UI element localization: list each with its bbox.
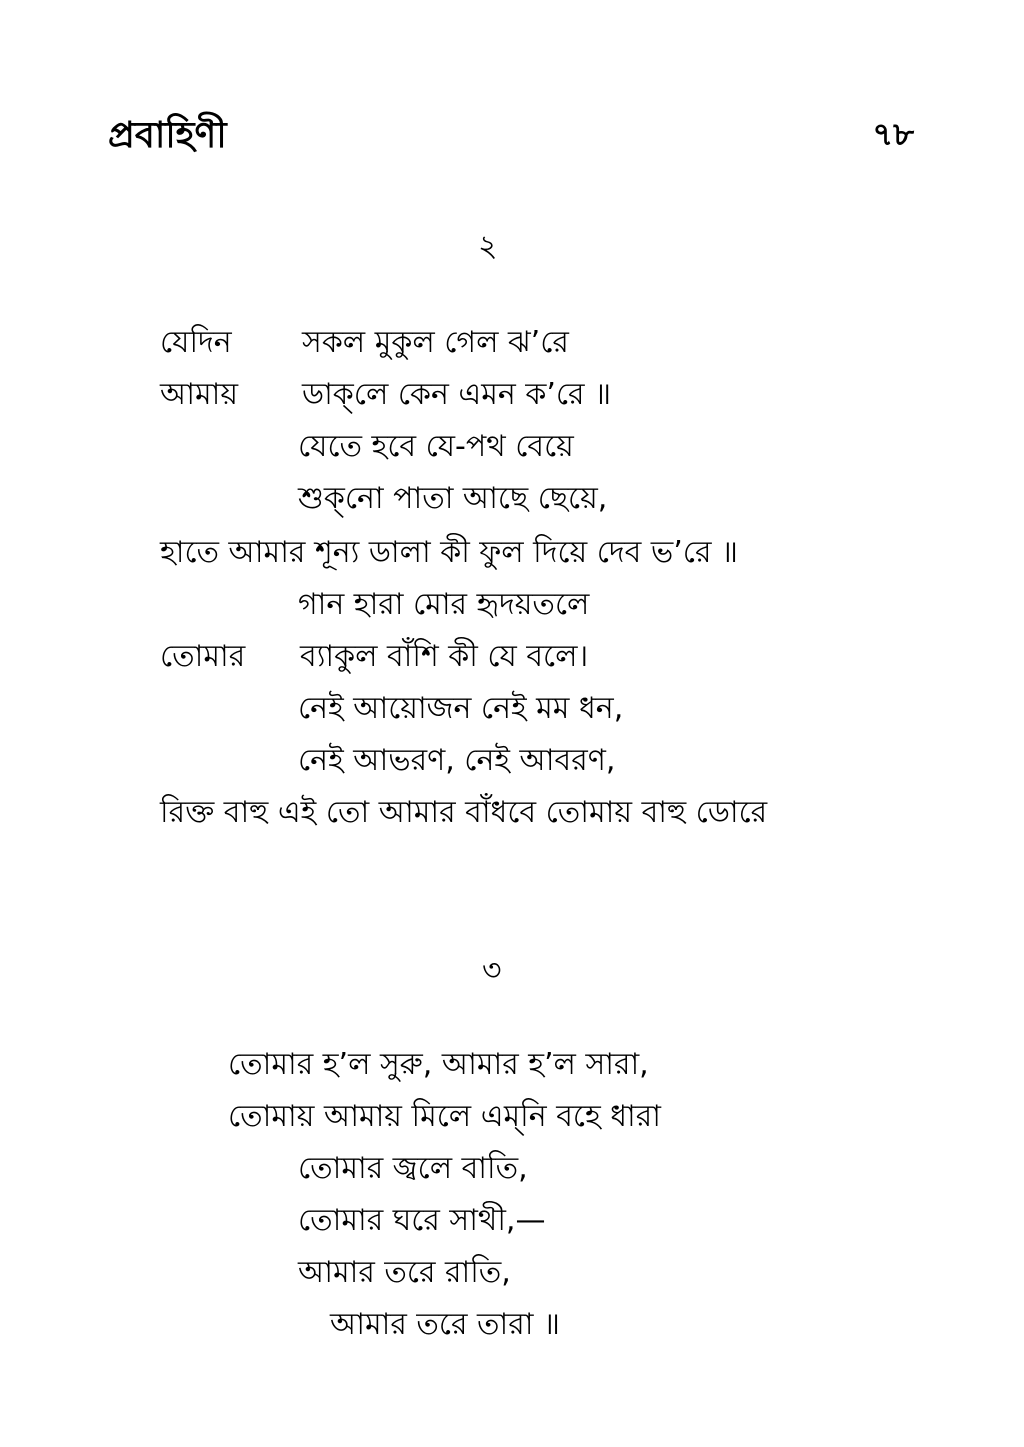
verse-line: নেই আভরণ, নেই আবরণ, [298,743,616,778]
verse-line: ব্যাকুল বাঁশি কী যে বলে। [300,639,589,674]
verse-line: নেই আয়োজন নেই মম ধন, [298,691,624,726]
verse-line: তোমার হ’ল সুরু, আমার হ’ল সারা, [228,1047,649,1082]
verse-label: আমায় [160,377,239,412]
verse-line: রিক্ত বাহু এই তো আমার বাঁধবে তোমায় বাহু ডোরে [160,795,768,830]
verse-line: গান হারা মোর হৃদয়তলে [298,587,590,622]
verse-line: সকল মুকুল গেল ঝ’রে [302,325,569,360]
verse-line: ডাক্‌লে কেন এমন ক’রে ॥ [302,377,612,412]
verse-line: যেতে হবে যে-পথ বেয়ে [298,429,574,464]
verse-line: তোমার ঘরে সাথী,— [298,1203,546,1238]
verse-line: হাতে আমার শূন্য ডালা কী ফুল দিয়ে দেব ভ’রে ॥ [160,535,738,570]
verse-line: তোমায় আমায় মিলে এম্‌নি বহে ধারা [228,1099,661,1134]
verse-label: যেদিন [160,325,232,360]
verse-line: শুক্‌নো পাতা আছে ছেয়ে, [298,481,608,516]
song-number: ৩ [482,953,502,988]
verse-line: আমার তরে রাতি, [298,1255,511,1290]
running-header-title: প্রবাহিণী [108,115,227,156]
verse-line: আমার তরে তারা ॥ [330,1307,560,1342]
page-number: ৭৮ [872,115,914,153]
song-number: ২ [478,229,498,264]
verse-line: তোমার জ্বলে বাতি, [298,1151,528,1186]
verse-label: তোমার [160,639,246,674]
